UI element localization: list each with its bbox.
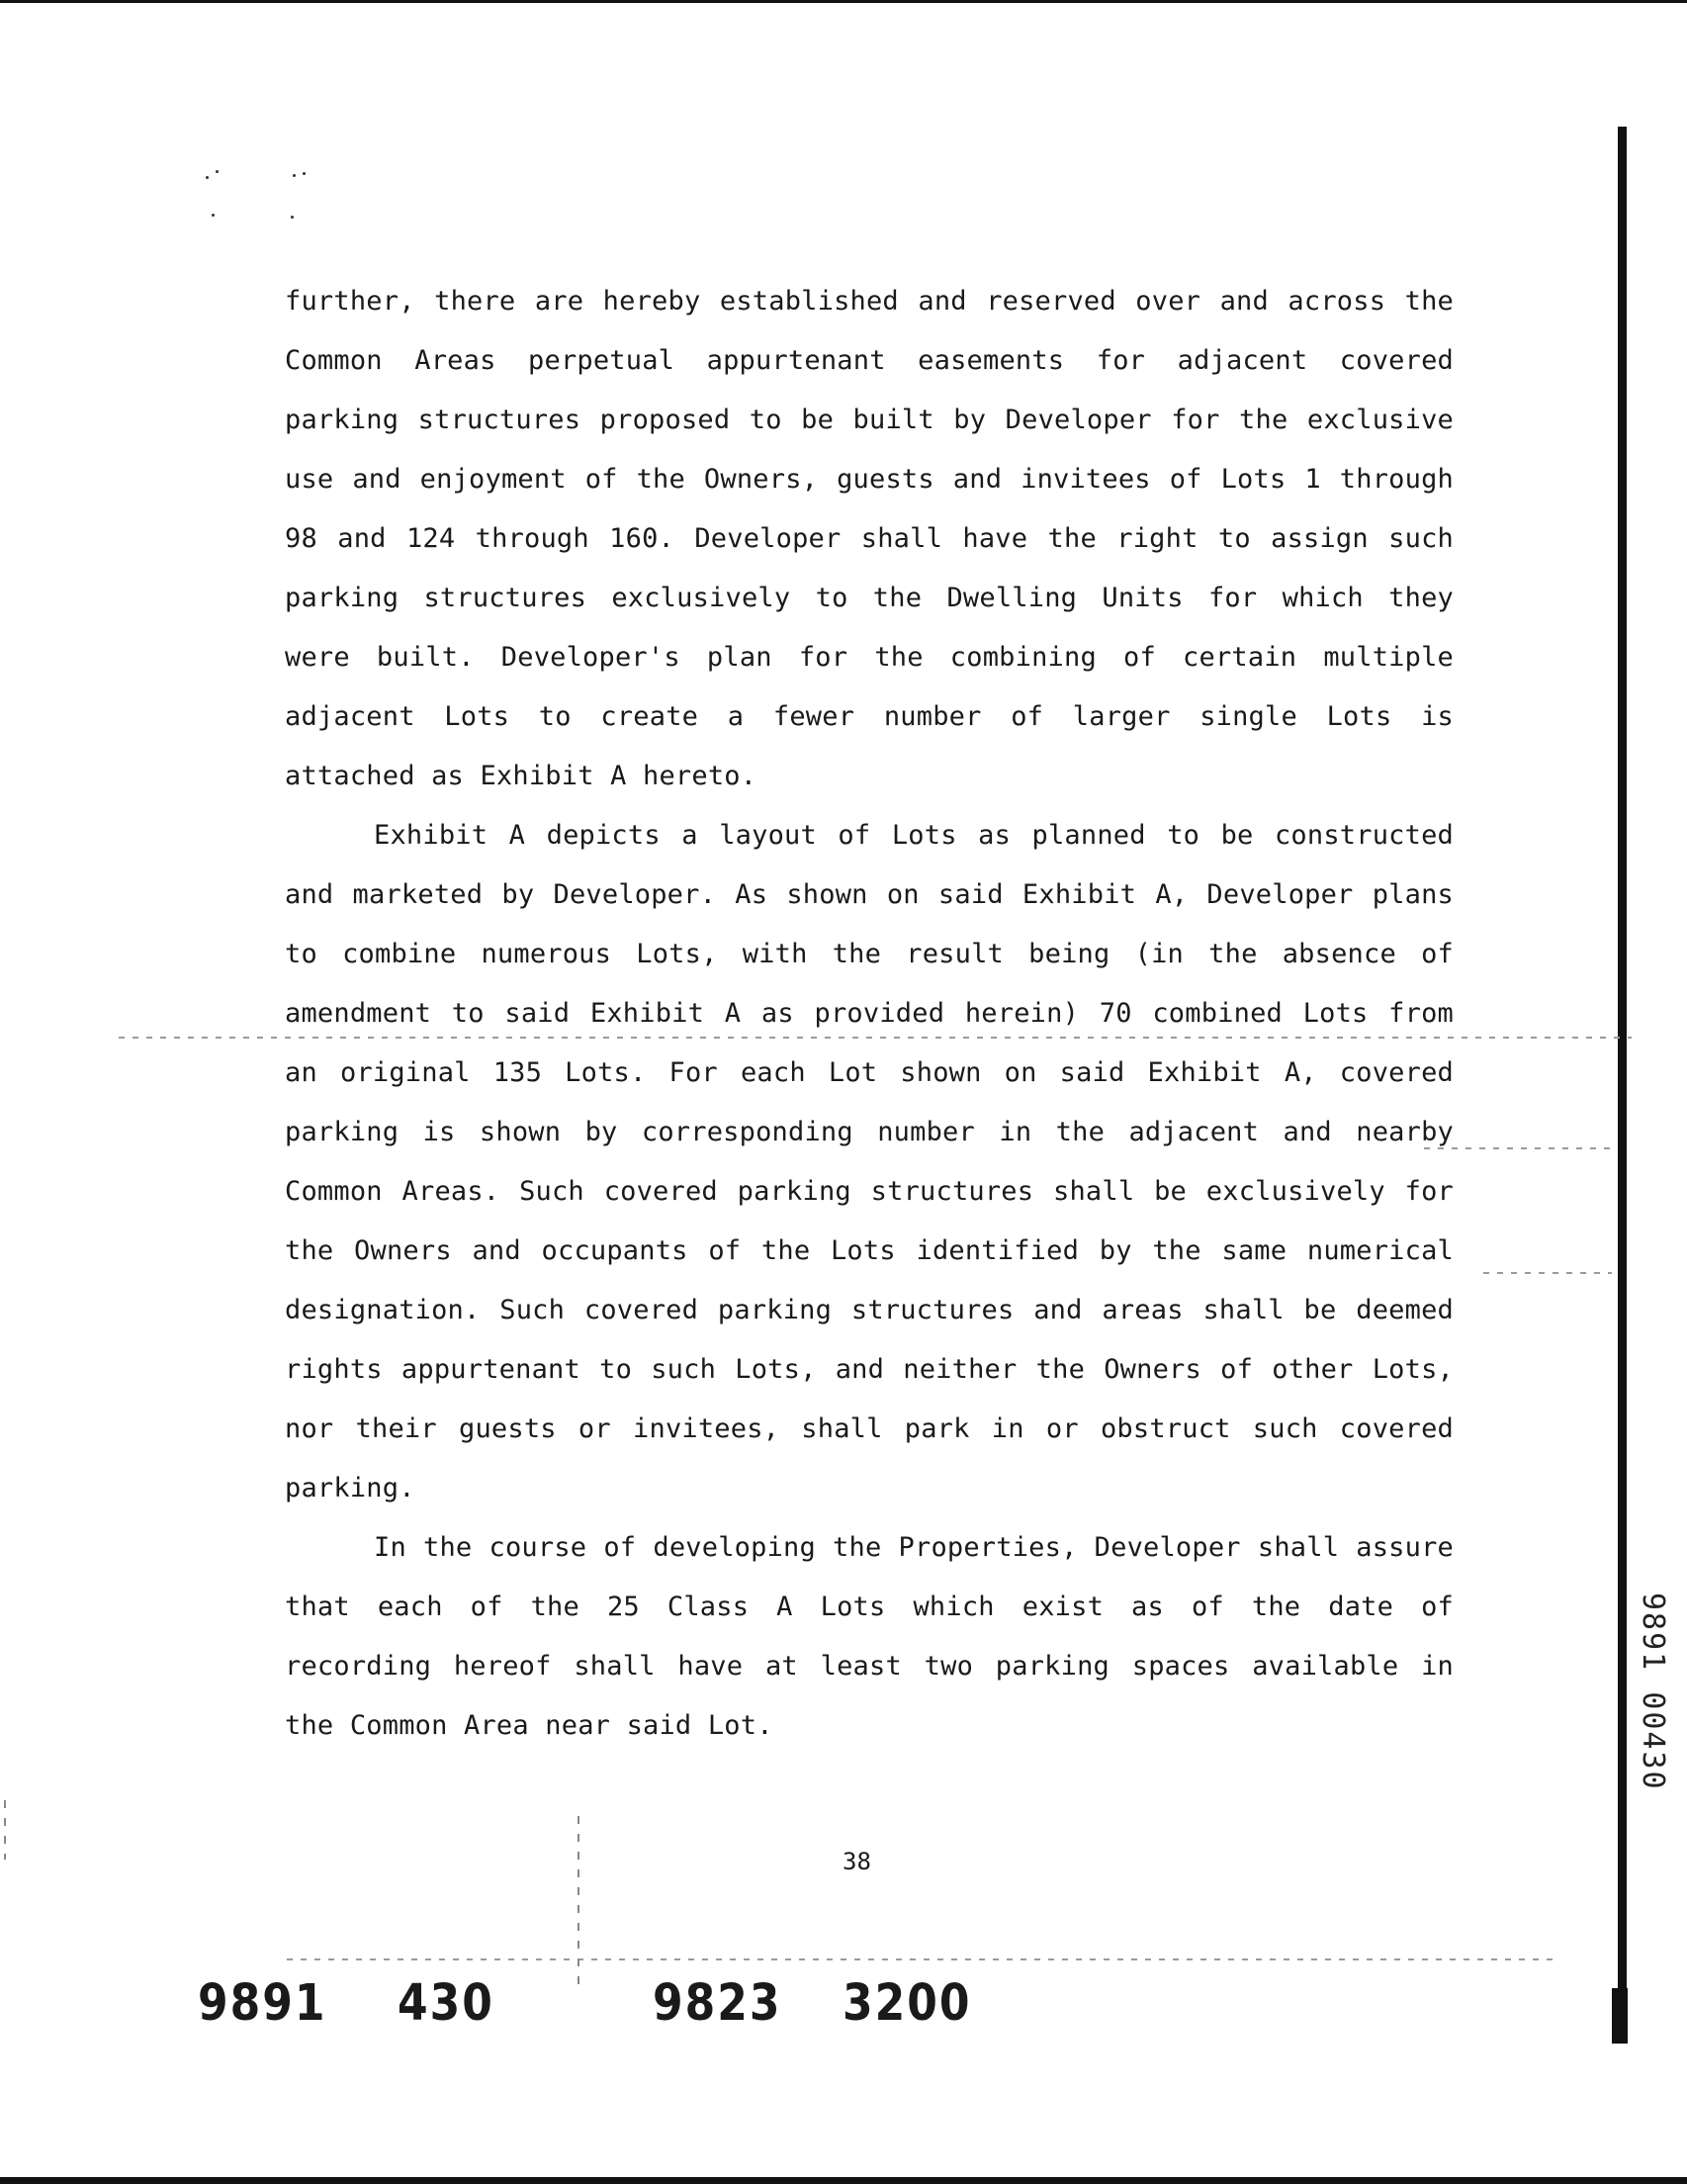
stamp-left-a: 9891 bbox=[198, 1974, 327, 2033]
stamp-right-a: 9823 bbox=[653, 1974, 782, 2033]
scan-speck bbox=[212, 214, 215, 217]
scan-right-bar bbox=[1618, 127, 1627, 2044]
paragraph-continuation: further, there are hereby established and reserved over and across the Common Areas perpetual appurtenant easements for adjacent covered parking structures proposed to be built by Developer for the exclusive use and enjoyment of the Owners, guests and invitees of Lots 1 through 98 and 124 through 160. Developer shall have the right to assign such parking structures exclusively to the Dwelling Units for which they were built. Developer's plan for the combining of certain multiple adjacent Lots to create a fewer number of larger single Lots is attached as Exhibit A hereto. bbox=[285, 286, 1454, 791]
stamp-right-b: 3200 bbox=[843, 1974, 972, 2033]
side-document-code: 9891 00430 bbox=[1636, 1592, 1670, 1791]
scan-artifact-dash bbox=[4, 1800, 6, 1860]
scan-speck bbox=[293, 174, 296, 177]
scan-artifact-line bbox=[287, 1958, 1553, 1960]
scan-speck bbox=[216, 170, 219, 173]
scan-speck bbox=[206, 176, 209, 179]
stamp-left-b: 430 bbox=[398, 1974, 494, 2033]
scan-bottom-edge bbox=[0, 2177, 1687, 2184]
body-text bbox=[285, 272, 1454, 1756]
page-number: 38 bbox=[843, 1848, 871, 1875]
scan-speck bbox=[291, 216, 294, 219]
scan-top-edge bbox=[0, 0, 1687, 3]
scan-artifact-dash bbox=[577, 1816, 579, 1994]
scan-speck bbox=[303, 172, 306, 175]
scan-artifact-line bbox=[1483, 1272, 1612, 1274]
paragraph-exhibit-a: Exhibit A depicts a layout of Lots as planned to be constructed and marketed by Developer. As shown on said Exhibit A, Developer plans to combine numerous Lots, with the result being (in the absence of amendment to said Exhibit A as provided herein) 70 combined Lots from an original 135 Lots. For each Lot shown on said Exhibit A, covered parking is shown by corresponding number in the adjacent and nearby Common Areas. Such covered parking structures shall be exclusively for the Owners and occupants of the Lots identified by the same numerical designation. Such covered parking structures and areas shall be deemed rights appurtenant to such Lots, and neither the Owners of other Lots, nor their guests or invitees, shall park in or obstruct such covered parking. bbox=[285, 820, 1454, 1503]
scan-right-bar-tip bbox=[1612, 1988, 1628, 2044]
paragraph-class-a-lots: In the course of developing the Properties, Developer shall assure that each of the 25 Class A Lots which exist as of the date of recording hereof shall have at least two parking spaces available in the Common Area near said Lot. bbox=[285, 1532, 1454, 1741]
